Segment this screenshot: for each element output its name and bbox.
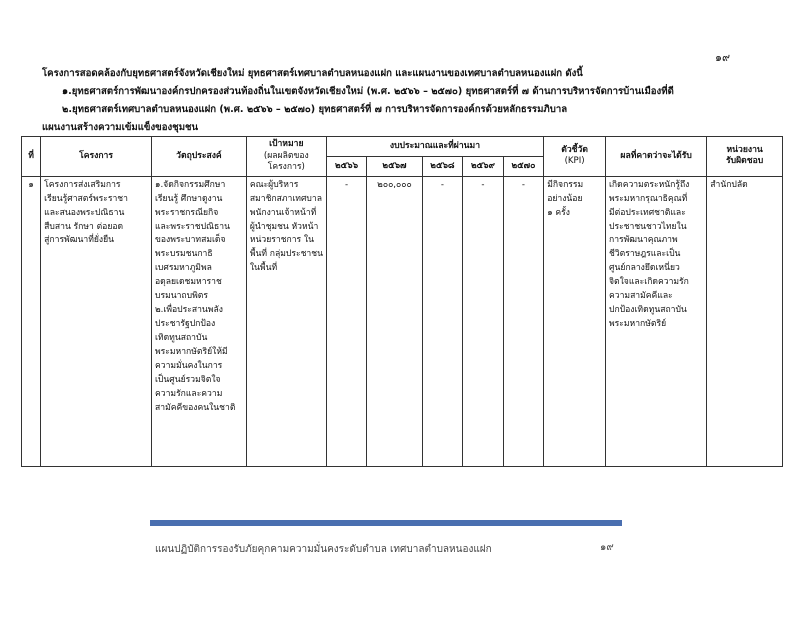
objective-line: ๒.เพื่อประสานพลัง — [155, 305, 223, 316]
kpi-line: อย่างน้อย — [547, 193, 583, 204]
header-target-line1: เป้าหมาย — [269, 139, 304, 149]
target-line: พื้นที่ กลุ่มประชาชน — [249, 249, 323, 260]
kpi-line: มีกิจกรรม — [547, 179, 584, 190]
objective-line: ประชารัฐปกป้อง — [155, 319, 216, 329]
objective-line: อดุลยเดชมหาราช — [155, 277, 222, 288]
cell-budget-2569: - — [463, 176, 504, 466]
target-line: สมาชิกสภาเทศบาล — [249, 193, 322, 204]
result-line: ความสามัคคีและ — [609, 291, 673, 302]
heading-provincial-strategy: ๑.ยุทธศาสตร์การพัฒนาองค์กรปกครองส่วนท้องถิ่นในเขตจังหวัดเชียงใหม่ (พ.ศ. ๒๕๖๖ – ๒๕๗๐) ยุทธศาสตร์ที่ ๗ ด้านการบริหารจัดการบ้านเมืองที่ดี — [62, 86, 674, 97]
header-kpi-line1: ตัวชี้วัด — [561, 144, 588, 155]
objective-line: บรมนาถบพิตร — [155, 291, 208, 302]
header-year-2566: ๒๕๖๖ — [326, 156, 367, 176]
target-line: หน่วยราชการ ใน — [249, 235, 314, 246]
result-line: พระมหากษัตริย์ — [609, 319, 667, 329]
cell-budget-2566: - — [326, 176, 367, 466]
target-line: ในพื้นที่ — [249, 263, 278, 274]
header-kpi-line2: (KPI) — [564, 156, 585, 167]
header-kpi — [544, 137, 606, 177]
header-target — [246, 137, 326, 177]
objective-line: เป็นศูนย์รวมจิตใจ — [155, 374, 221, 385]
project-line: และสนองพระปณิธาน — [44, 207, 125, 218]
project-plan-table — [21, 136, 783, 467]
objective-line: พระราชกรณียกิจ — [155, 207, 219, 218]
header-expected-result: ผลที่คาดว่าจะได้รับ — [606, 137, 707, 177]
footer-page-number: ๑๙ — [600, 542, 614, 553]
heading-work-plan: แผนงานสร้างความเข้มแข็งของชุมชน — [42, 122, 199, 133]
cell-responsible-unit: สำนักปลัด — [707, 176, 783, 466]
project-line: โครงการส่งเสริมการ — [44, 179, 121, 190]
result-line: ศูนย์กลางยึดเหนี่ยว — [609, 263, 680, 274]
result-line: ปกป้องเทิดทูนสถาบัน — [609, 305, 687, 316]
header-target-line3: โครงการ) — [267, 162, 305, 173]
project-line: เรียนรู้ศาสตร์พระราชา — [44, 193, 128, 204]
header-year-2570: ๒๕๗๐ — [503, 156, 544, 176]
result-line: เกิดความตระหนักรู้ถึง — [609, 179, 690, 190]
objective-line: ความรักและความ — [155, 388, 223, 399]
objective-line: เทิดทูนสถาบัน — [155, 332, 208, 343]
header-year-2567: ๒๕๖๗ — [367, 156, 422, 176]
header-project: โครงการ — [41, 137, 152, 177]
result-line: มีต่อประเทศชาติและ — [609, 207, 686, 218]
target-line: ผู้นำชุมชน หัวหน้า — [249, 221, 319, 232]
result-line: จิตใจและเกิดความรัก — [609, 277, 689, 288]
cell-no: ๑ — [22, 176, 41, 466]
footer-text: แผนปฏิบัติการรองรับภัยคุกคามความมั่นคงระดับตำบล เทศบาลตำบลหนองแฝก — [155, 544, 492, 555]
heading-alignment: โครงการสอดคล้องกับยุทธศาสตร์จังหวัดเชียงใหม่ ยุทธศาสตร์เทศบาลตำบลหนองแฝก และแผนงานของเทศบาลตำบลหนองแฝก ดังนี้ — [42, 68, 583, 79]
cell-project — [41, 176, 152, 466]
header-unit-line2: รับผิดชอบ — [726, 156, 764, 167]
cell-objective — [152, 176, 247, 466]
footer-bar — [150, 520, 622, 526]
cell-budget-2570: - — [503, 176, 544, 466]
page-number-top: ๑๙ — [715, 51, 731, 64]
header-unit-line1: หน่วยงาน — [726, 144, 763, 155]
cell-kpi — [544, 176, 606, 466]
objective-line: สามัคคีของคนในชาติ — [155, 402, 236, 413]
objective-line: พระมหากษัตริย์ให้มี — [155, 346, 228, 357]
header-responsible-unit — [707, 137, 783, 177]
header-budget: งบประมาณและที่ผ่านมา — [326, 137, 543, 157]
cell-budget-2568: - — [422, 176, 463, 466]
objective-line: ๑.จัดกิจกรรมศึกษา — [155, 179, 226, 190]
cell-target — [246, 176, 326, 466]
target-line: คณะผู้บริหาร — [249, 179, 299, 190]
result-line: ชีวิตราษฎรและเป็น — [609, 249, 681, 260]
kpi-line: ๑ ครั้ง — [547, 207, 570, 218]
objective-line: ของพระบาทสมเด็จ — [155, 235, 226, 246]
header-no: ที่ — [22, 137, 41, 177]
result-line: พระมหากรุณาธิคุณที่ — [609, 193, 688, 204]
header-target-line2: (ผลผลิตของ — [263, 150, 309, 161]
result-line: การพัฒนาคุณภาพ — [609, 235, 678, 246]
project-line: สืบสาน รักษา ต่อยอด — [44, 221, 124, 232]
target-line: พนักงานเจ้าหน้าที่ — [249, 207, 317, 218]
cell-expected-result — [606, 176, 707, 466]
cell-budget-2567: ๒๐๐,๐๐๐ — [367, 176, 422, 466]
header-objective: วัตถุประสงค์ — [152, 137, 247, 177]
objective-line: ความมั่นคงในการ — [155, 360, 223, 371]
objective-line: พระบรมชนกาธิ — [155, 249, 213, 260]
objective-line: และพระราชปณิธาน — [155, 221, 230, 232]
objective-line: เบศรมหาภูมิพล — [155, 263, 212, 274]
heading-municipal-strategy: ๒.ยุทธศาสตร์เทศบาลตำบลหนองแฝก (พ.ศ. ๒๕๖๖ – ๒๕๗๐) ยุทธศาสตร์ที่ ๗ การบริหารจัดการองค์กรด้วยหลักธรรมภิบาล — [62, 104, 568, 115]
table-row — [22, 176, 783, 466]
table-header-row-1 — [22, 137, 783, 157]
project-line: สู่การพัฒนาที่ยั่งยืน — [44, 235, 114, 246]
result-line: ประชาชนชาวไทยใน — [609, 221, 687, 232]
header-year-2568: ๒๕๖๘ — [422, 156, 463, 176]
objective-line: เรียนรู้ ศึกษาดูงาน — [155, 193, 223, 204]
header-year-2569: ๒๕๖๙ — [463, 156, 504, 176]
